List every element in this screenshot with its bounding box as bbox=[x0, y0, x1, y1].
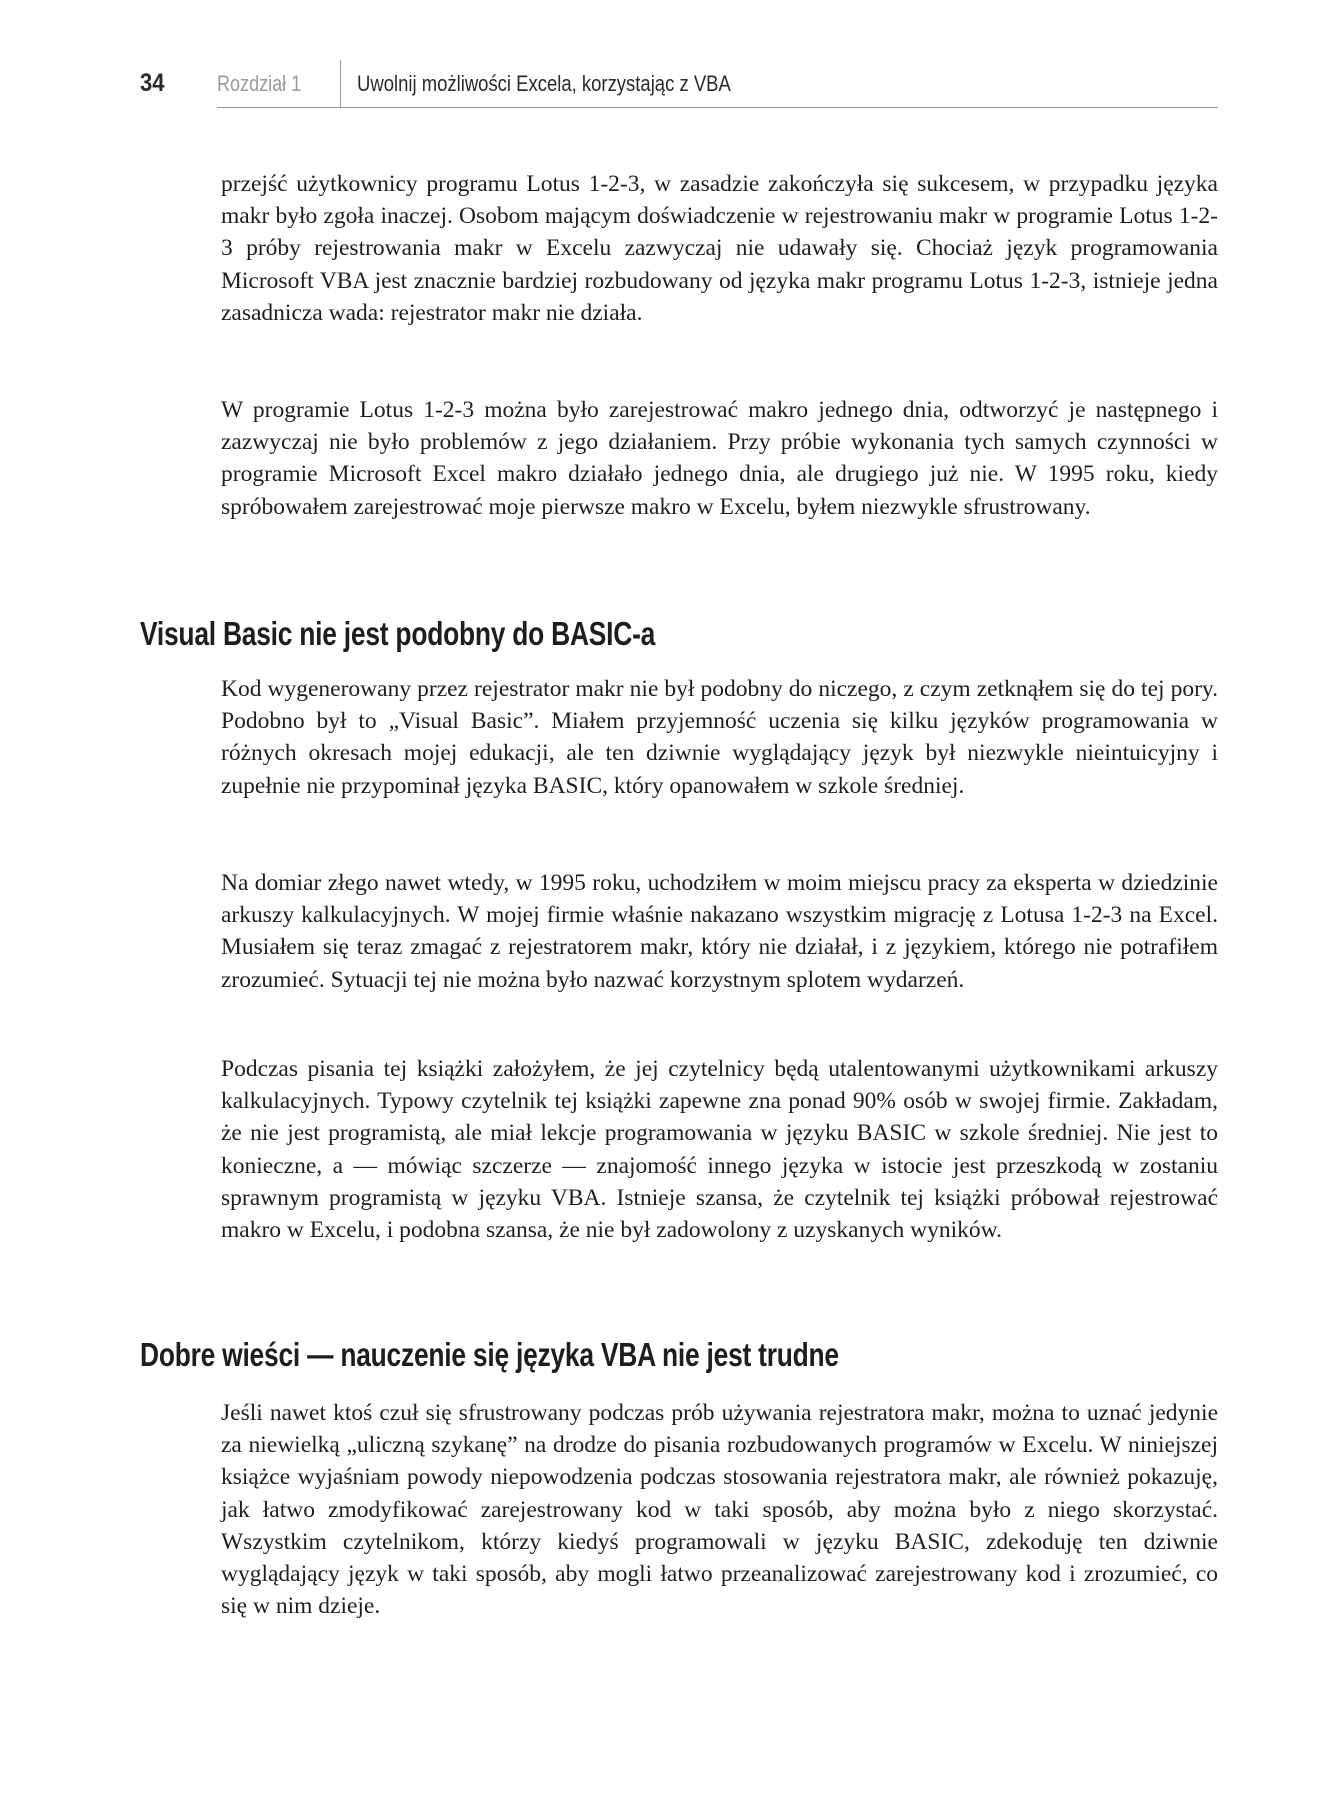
body-paragraph: przejść użytkownicy programu Lotus 1-2-3, w zasadzie zakończyła się sukcesem, w przypadku języka makr było zgoła inaczej. Osobom mającym doświadczenie w rejestrowaniu makr w programie Lotus 1-2-3 próby rejestrowania makr w Excelu zazwyczaj nie udawały się. Chociaż język programowania Microsoft VBA jest znacznie bardziej rozbudowany od języka makr programu Lotus 1-2-3, istnieje jedna zasadnicza wada: rejestrator makr nie działa. bbox=[221, 171, 1218, 326]
page-number: 34 bbox=[140, 69, 165, 97]
chapter-title: Uwolnij możliwości Excela, korzystając z VBA bbox=[357, 71, 731, 96]
section-heading: Dobre wieści — nauczenie się języka VBA nie jest trudne bbox=[140, 1336, 839, 1373]
header-divider bbox=[340, 60, 341, 108]
chapter-label: Rozdział 1 bbox=[217, 71, 302, 96]
body-paragraph: Jeśli nawet ktoś czuł się sfrustrowany podczas prób używania rejestratora makr, można to uznać jedynie za niewielką „uliczną szykanę” na drodze do pisania rozbudowanych programów w Excelu. W niniejszej książce wyjaśniam powody niepowodzenia podczas stosowania rejestratora makr, ale również pokazuję, jak łatwo zmodyfikować zarejestrowany kod w taki sposób, aby można było z niego skorzystać. Wszystkim czytelnikom, którzy kiedyś programowali w języku BASIC, zdekoduję ten dziwnie wyglądający język w taki sposób, aby mogli łatwo przeanalizować zarejestrowany kod i zrozumieć, co się w nim dzieje. bbox=[221, 1400, 1218, 1620]
running-head bbox=[140, 60, 1218, 110]
body-paragraph: W programie Lotus 1-2-3 można było zarejestrować makro jednego dnia, odtworzyć je następnego i zazwyczaj nie było problemów z jego działaniem. Przy próbie wykonania tych samych czynności w programie Microsoft Excel makro działało jednego dnia, ale drugiego już nie. W 1995 roku, kiedy spróbowałem zarejestrować moje pierwsze makro w Excelu, byłem niezwykle sfrustrowany. bbox=[221, 397, 1218, 520]
section-heading: Visual Basic nie jest podobny do BASIC-a bbox=[140, 615, 656, 652]
body-paragraph: Kod wygenerowany przez rejestrator makr nie był podobny do niczego, z czym zetknąłem się do tej pory. Podobno był to „Visual Basic”. Miałem przyjemność uczenia się kilku języków programowania w różnych okresach mojej edukacji, ale ten dziwnie wyglądający język był niezwykle nieintuicyjny i zupełnie nie przypominał języka BASIC, który opanowałem w szkole średniej. bbox=[221, 676, 1218, 799]
body-paragraph: Podczas pisania tej książki założyłem, że jej czytelnicy będą utalentowanymi użytkownikami arkuszy kalkulacyjnych. Typowy czytelnik tej książki zapewne zna ponad 90% osób w swojej firmie. Zakładam, że nie jest programistą, ale miał lekcje programowania w języku BASIC w szkole średniej. Nie jest to konieczne, a — mówiąc szczerze — znajomość innego języka w istocie jest przeszkodą w zostaniu sprawnym programistą w języku VBA. Istnieje szansa, że czytelnik tej książki próbował rejestrować makro w Excelu, i podobna szansa, że nie był zadowolony z uzyskanych wyników. bbox=[221, 1056, 1218, 1244]
body-paragraph: Na domiar złego nawet wtedy, w 1995 roku, uchodziłem w moim miejscu pracy za eksperta w dziedzinie arkuszy kalkulacyjnych. W mojej firmie właśnie nakazano wszystkim migrację z Lotusa 1-2-3 na Excel. Musiałem się teraz zmagać z rejestratorem makr, który nie działał, i z językiem, którego nie potrafiłem zrozumieć. Sytuacji tej nie można było nazwać korzystnym splotem wydarzeń. bbox=[221, 870, 1218, 993]
header-rule bbox=[217, 107, 1218, 108]
